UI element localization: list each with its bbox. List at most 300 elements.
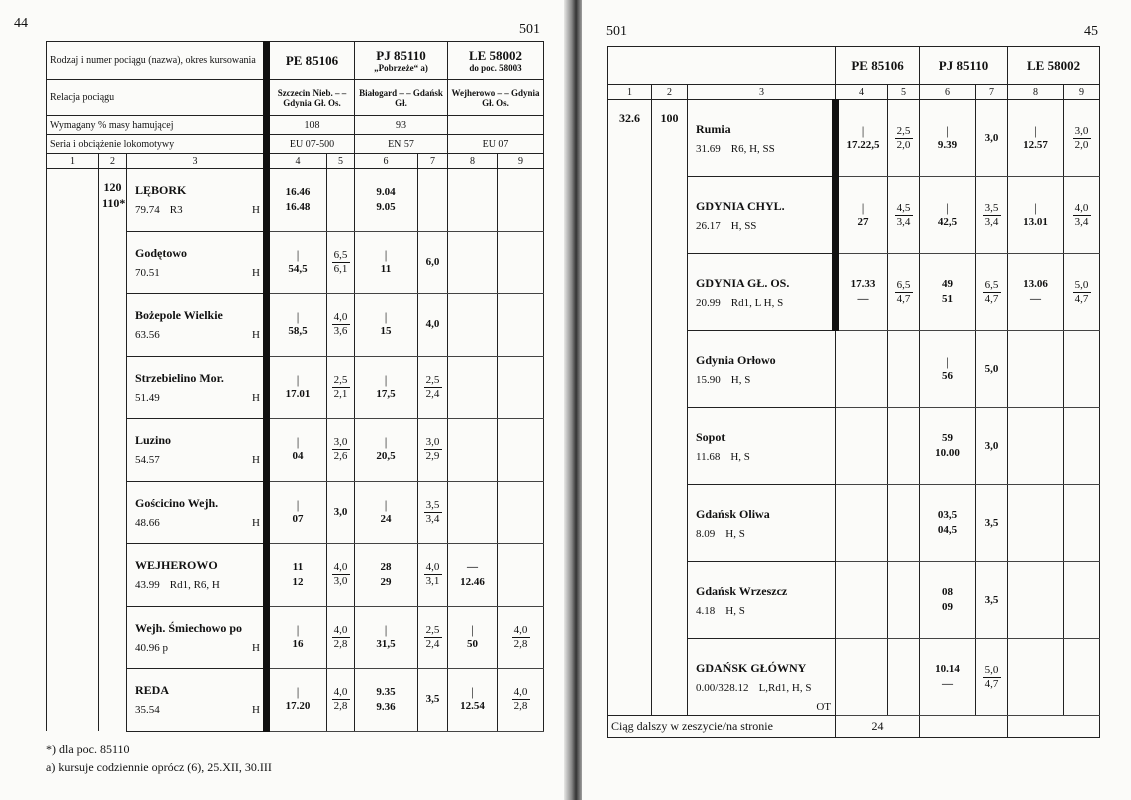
station-details [696, 297, 829, 309]
time-value: 17,5 [376, 387, 396, 400]
station-details [135, 704, 260, 716]
time-value: | [384, 371, 388, 387]
time-cell [448, 169, 498, 232]
runtime-cell [888, 639, 920, 716]
runtime-max: 2,5 [425, 373, 440, 386]
station-cell [688, 100, 836, 177]
station-info: H, S [725, 604, 745, 617]
runtime-cell [1064, 408, 1100, 485]
time-value: 9.39 [937, 138, 958, 151]
time-cell [920, 562, 976, 639]
runtime-fraction [979, 664, 1004, 691]
time-value: 27 [857, 215, 869, 228]
station-km: 35.54 [135, 704, 160, 717]
column-number: 9 [1064, 85, 1100, 100]
time-value: 04,5 [937, 524, 958, 536]
runtime-min: 2,8 [512, 637, 530, 651]
time-cell [836, 408, 888, 485]
time-value: | [1034, 199, 1037, 215]
station-cell [688, 562, 836, 639]
time-cell [1008, 485, 1064, 562]
station-name: Bożepole Wielkie [135, 308, 223, 323]
runtime-min: 2,0 [1073, 138, 1091, 152]
time-cell [836, 639, 888, 716]
time-value: 11 [380, 262, 392, 275]
brake-train-2: 93 [355, 116, 448, 135]
time-cell [267, 294, 327, 357]
time-value: 03,5 [937, 509, 958, 521]
runtime-value: 4,0 [425, 318, 440, 331]
station-cell [688, 485, 836, 562]
station-info [160, 329, 252, 341]
runtime-min: 2,6 [332, 449, 350, 463]
station-name: Luzino [135, 433, 172, 448]
station-name: Godętowo [135, 245, 187, 260]
time-value: 9.05 [376, 200, 396, 213]
right-header-train-3: LE 58002 [1008, 47, 1100, 85]
time-value: 56 [942, 369, 954, 382]
time-value: | [384, 434, 388, 450]
runtime-value: 3,5 [425, 693, 440, 706]
time-value: 15 [380, 325, 392, 338]
runtime-max: 3,0 [333, 436, 348, 449]
station-km: 11.68 [696, 450, 721, 463]
page-number-right-corner: 501 [606, 24, 627, 39]
brake-train-1: 108 [267, 116, 355, 135]
column-number: 4 [267, 154, 327, 169]
station-details [696, 451, 832, 463]
runtime-max: 2,5 [896, 124, 911, 137]
time-value: 12.57 [1023, 138, 1048, 151]
time-value: 42,5 [937, 215, 958, 228]
station-cell [688, 639, 836, 716]
time-value: | [384, 496, 388, 512]
station-cell [688, 408, 836, 485]
station-cell [127, 169, 267, 232]
station-name: Gdańsk Wrzeszcz [696, 583, 788, 598]
runtime-min: 2,1 [332, 387, 350, 401]
runtime-fraction [891, 202, 916, 229]
header-loco-label: Seria i obciążenie lokomotywy [47, 135, 267, 154]
time-cell [448, 669, 498, 732]
station-km: 79.74 [135, 204, 160, 217]
runtime-cell [976, 177, 1008, 254]
time-value: 17.01 [285, 387, 311, 400]
station-km: 70.51 [135, 266, 160, 279]
runtime-min: 3,6 [332, 324, 350, 338]
runtime-max: 4,5 [896, 201, 911, 214]
station-details [696, 528, 832, 540]
time-cell [355, 356, 418, 419]
station-details [696, 143, 829, 155]
time-cell [920, 485, 976, 562]
time-cell [355, 294, 418, 357]
station-code: H [252, 641, 260, 654]
runtime-fraction [421, 561, 444, 588]
time-value: 50 [467, 637, 479, 650]
station-info: H, S [730, 373, 751, 386]
station-details [135, 454, 260, 466]
loco-train-1: EU 07-500 [267, 135, 355, 154]
runtime-fraction [330, 374, 351, 401]
time-cell [920, 639, 976, 716]
runtime-fraction [330, 436, 351, 463]
km-column-1: 32.6 [608, 100, 652, 716]
runtime-cell [498, 231, 544, 294]
runtime-min: 2,9 [424, 449, 442, 463]
station-details [135, 642, 260, 654]
runtime-cell [976, 331, 1008, 408]
runtime-max: 5,0 [1074, 278, 1089, 291]
station-km: 40.96 p [135, 641, 168, 654]
runtime-fraction [421, 436, 444, 463]
runtime-cell [1064, 177, 1100, 254]
time-value: 11 [292, 560, 304, 573]
time-value: 9.35 [376, 685, 396, 698]
station-details [135, 517, 260, 529]
time-value: 12.46 [460, 575, 485, 588]
runtime-fraction [421, 374, 444, 401]
time-cell [1008, 331, 1064, 408]
station-row [608, 100, 1100, 177]
runtime-max: 3,5 [984, 201, 999, 214]
time-value: 20,5 [376, 450, 396, 463]
time-value: | [861, 199, 865, 215]
runtime-cell [1064, 331, 1100, 408]
station-info [160, 454, 252, 466]
station-name: Wejh. Śmiechowo po [135, 620, 243, 635]
time-cell [1008, 254, 1064, 331]
runtime-cell [327, 606, 355, 669]
runtime-value: 5,0 [984, 362, 999, 375]
runtime-max: 4,0 [333, 686, 348, 699]
time-cell [1008, 408, 1064, 485]
time-value: 07 [292, 512, 304, 525]
runtime-max: 3,0 [1074, 124, 1089, 137]
time-cell [920, 177, 976, 254]
time-cell [836, 254, 888, 331]
runtime-fraction [1067, 279, 1096, 306]
time-value: 28 [380, 560, 392, 573]
time-cell [836, 562, 888, 639]
station-details [135, 267, 260, 279]
runtime-min: 2,8 [512, 699, 530, 713]
station-info: Rd1, L H, S [730, 296, 784, 309]
runtime-cell [1064, 562, 1100, 639]
station-cell [688, 331, 836, 408]
station-details [696, 682, 832, 694]
time-cell [267, 419, 327, 482]
header-train-3: LE 58002 do poc. 58003 [448, 42, 544, 80]
runtime-cell [418, 356, 448, 419]
runtime-min: 3,1 [424, 574, 442, 588]
station-name: GDAŃSK GŁÓWNY [696, 660, 807, 675]
time-value: 54,5 [288, 262, 308, 275]
time-cell [355, 481, 418, 544]
brake-train-3 [448, 116, 544, 135]
time-value: 12.54 [460, 700, 485, 713]
time-value: 17.22,5 [846, 138, 880, 151]
runtime-min: 2,4 [424, 387, 442, 401]
time-value: 10.14 [935, 663, 960, 675]
column-number: 6 [355, 154, 418, 169]
time-cell [267, 356, 327, 419]
column-number: 9 [498, 154, 544, 169]
runtime-cell [418, 294, 448, 357]
runtime-cell [418, 169, 448, 232]
route-train-1: Szczecin Nieb. – – Gdynia Gł. Os. [267, 80, 355, 116]
header-train-1: PE 85106 [267, 42, 355, 80]
runtime-value: 3,0 [333, 505, 348, 518]
station-info: Rd1, R6, H [169, 579, 220, 592]
station-details [135, 392, 260, 404]
station-cell [127, 356, 267, 419]
time-value: | [296, 434, 300, 450]
column-number: 1 [47, 154, 99, 169]
runtime-min: 4,7 [895, 292, 913, 306]
time-cell [355, 606, 418, 669]
time-cell [267, 669, 327, 732]
runtime-cell [327, 169, 355, 232]
runtime-cell [888, 485, 920, 562]
station-cell [127, 419, 267, 482]
time-cell [448, 481, 498, 544]
station-info: H, S [725, 527, 745, 540]
time-cell [836, 485, 888, 562]
station-info: L,Rd1, H, S [758, 681, 812, 694]
runtime-fraction [1067, 125, 1096, 152]
time-cell [920, 331, 976, 408]
time-value: 10.00 [935, 447, 960, 459]
runtime-max: 4,0 [333, 623, 348, 636]
station-name: REDA [135, 683, 170, 698]
time-value: | [296, 496, 300, 512]
runtime-cell [327, 294, 355, 357]
runtime-max: 3,0 [425, 436, 440, 449]
loco-train-2: EN 57 [355, 135, 448, 154]
runtime-cell [498, 669, 544, 732]
time-value: | [471, 621, 474, 637]
time-cell [448, 606, 498, 669]
time-cell [267, 544, 327, 607]
time-cell [1008, 100, 1064, 177]
runtime-min: 4,7 [983, 292, 1001, 306]
station-extra: OT [816, 701, 832, 713]
station-km: 31.69 [696, 142, 721, 155]
station-info [160, 517, 252, 529]
station-code: H [252, 391, 260, 404]
runtime-fraction [501, 686, 540, 713]
station-row [47, 169, 544, 232]
time-value: | [1034, 122, 1037, 138]
runtime-max: 6,5 [333, 248, 348, 261]
station-name: Gdańsk Oliwa [696, 506, 770, 521]
runtime-max: 4,0 [425, 561, 440, 574]
page-number-left: 44 [14, 16, 28, 31]
time-value: 17.33 [850, 278, 876, 290]
runtime-cell [1064, 100, 1100, 177]
station-code: H [252, 516, 260, 529]
station-name: GDYNIA GŁ. OS. [696, 275, 790, 290]
column-number: 7 [976, 85, 1008, 100]
station-code: H [252, 329, 260, 342]
right-header-blank [608, 47, 836, 85]
time-value: 58,5 [288, 325, 308, 338]
runtime-min: 2,8 [332, 637, 350, 651]
runtime-max: 4,0 [333, 561, 348, 574]
station-cell [127, 606, 267, 669]
station-code: H [252, 266, 260, 279]
runtime-cell [976, 100, 1008, 177]
time-value: — [467, 560, 479, 573]
runtime-fraction [891, 279, 916, 306]
station-info [160, 392, 252, 404]
time-value: 59 [942, 432, 954, 444]
runtime-cell [327, 356, 355, 419]
runtime-cell [418, 231, 448, 294]
runtime-value: 3,5 [984, 593, 999, 606]
page-number-left-corner: 501 [519, 22, 540, 37]
time-value: 04 [292, 450, 304, 463]
continuation-blank [920, 716, 1008, 738]
time-cell [355, 544, 418, 607]
time-value: 16 [292, 637, 304, 650]
station-info: R3 [169, 204, 183, 217]
time-value: 9.04 [376, 185, 396, 198]
station-info: R6, H, SS [730, 142, 775, 155]
column-number: 1 [608, 85, 652, 100]
time-value: | [296, 684, 300, 700]
runtime-fraction [1067, 202, 1096, 229]
runtime-cell [888, 331, 920, 408]
station-info: H, S [730, 450, 750, 463]
station-cell [127, 231, 267, 294]
time-value: | [946, 122, 949, 138]
time-value: 24 [380, 512, 392, 525]
runtime-cell [498, 481, 544, 544]
runtime-min: 3,0 [332, 574, 350, 588]
station-cell [127, 294, 267, 357]
station-name: Gdynia Orłowo [696, 352, 776, 367]
station-name: LĘBORK [135, 183, 187, 198]
time-cell [920, 408, 976, 485]
time-cell [836, 331, 888, 408]
station-name: GDYNIA CHYL. [696, 198, 785, 213]
time-value: | [946, 199, 949, 215]
station-km: 15.90 [696, 373, 721, 386]
route-train-2: Białogard – – Gdańsk Gł. [355, 80, 448, 116]
runtime-cell [327, 544, 355, 607]
column-number: 8 [448, 154, 498, 169]
header-train-2: PJ 85110 „Pobrzeże“ a) [355, 42, 448, 80]
runtime-cell [418, 606, 448, 669]
time-value: | [384, 621, 388, 637]
runtime-fraction [330, 686, 351, 713]
runtime-fraction [979, 202, 1004, 229]
runtime-fraction [421, 624, 444, 651]
runtime-cell [888, 408, 920, 485]
time-value: — [1030, 293, 1042, 305]
header-train-label: Rodzaj i numer pociągu (nazwa), okres kursowania [47, 42, 267, 80]
runtime-cell [1064, 639, 1100, 716]
time-value: | [471, 684, 474, 700]
time-cell [448, 544, 498, 607]
station-details [135, 579, 260, 591]
time-value: 13.01 [1023, 215, 1048, 228]
runtime-min: 2,8 [332, 699, 350, 713]
runtime-fraction [421, 499, 444, 526]
time-cell [448, 356, 498, 419]
header-relation-label: Relacja pociągu [47, 80, 267, 116]
runtime-cell [418, 419, 448, 482]
time-value: 16.48 [285, 200, 311, 213]
station-details [696, 220, 829, 232]
time-value: 09 [942, 601, 954, 613]
station-code: H [252, 704, 260, 717]
station-cell [127, 669, 267, 732]
time-value: | [384, 309, 388, 325]
timetable-right [607, 46, 1100, 738]
footnote-1: *) dla poc. 85110 [46, 742, 130, 756]
time-cell [836, 177, 888, 254]
time-cell [448, 231, 498, 294]
runtime-min: 3,4 [895, 215, 913, 229]
runtime-max: 3,5 [425, 498, 440, 511]
runtime-max: 4,0 [333, 311, 348, 324]
time-cell [1008, 177, 1064, 254]
time-value: 49 [942, 278, 954, 290]
column-number: 8 [1008, 85, 1064, 100]
station-code: H [252, 204, 260, 217]
runtime-max: 4,0 [513, 686, 528, 699]
time-value: | [384, 246, 388, 262]
station-km: 0.00/328.12 [696, 681, 749, 694]
right-header-train-1: PE 85106 [836, 47, 920, 85]
station-details [135, 204, 260, 216]
time-value: 31,5 [376, 637, 396, 650]
station-km: 8.09 [696, 527, 716, 540]
column-number: 5 [327, 154, 355, 169]
time-cell [836, 100, 888, 177]
time-value: 16.46 [285, 185, 311, 198]
time-cell [1008, 639, 1064, 716]
runtime-cell [976, 562, 1008, 639]
runtime-min: 4,7 [1073, 292, 1091, 306]
time-cell [920, 100, 976, 177]
runtime-cell [888, 254, 920, 331]
runtime-max: 4,0 [513, 623, 528, 636]
station-km: 43.99 [135, 579, 160, 592]
time-cell [355, 419, 418, 482]
time-value: 9.36 [376, 700, 396, 713]
time-cell [355, 231, 418, 294]
runtime-cell [327, 669, 355, 732]
runtime-fraction [330, 624, 351, 651]
time-value: | [296, 621, 300, 637]
runtime-cell [1064, 254, 1100, 331]
page-number-right: 45 [1084, 24, 1098, 39]
runtime-cell [888, 562, 920, 639]
time-value: — [857, 293, 869, 305]
time-value: 08 [942, 586, 954, 598]
time-cell [1008, 562, 1064, 639]
runtime-min: 4,7 [983, 677, 1001, 691]
station-name: Sopot [696, 429, 726, 444]
runtime-cell [1064, 485, 1100, 562]
runtime-cell [976, 485, 1008, 562]
runtime-cell [976, 254, 1008, 331]
station-cell [688, 254, 836, 331]
